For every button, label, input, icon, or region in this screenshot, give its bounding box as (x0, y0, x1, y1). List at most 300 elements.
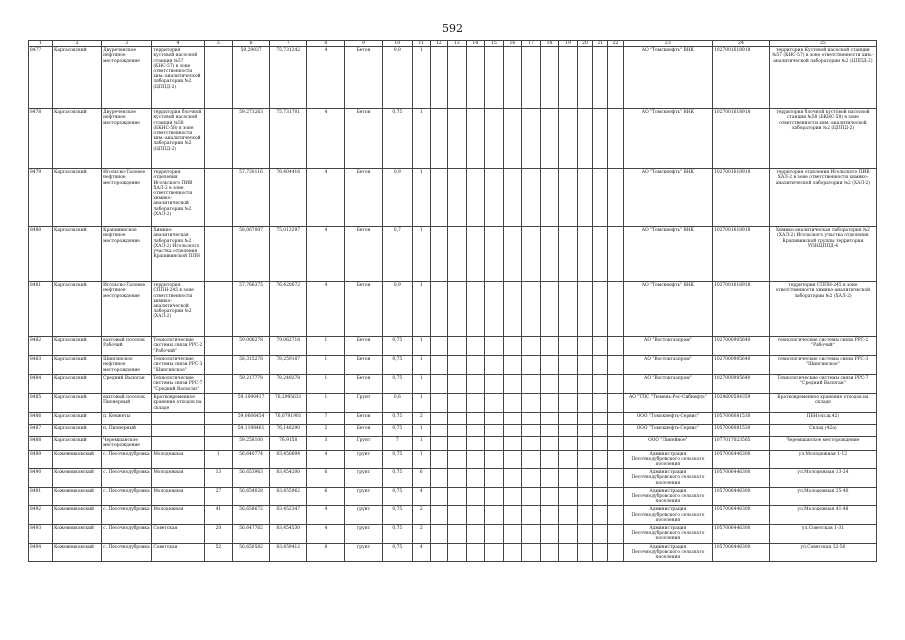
table-cell-col-10: 0,9 (382, 169, 413, 227)
table-cell-col-23: ООО "Линейное" (623, 437, 712, 450)
table-cell-col-20 (577, 109, 592, 169)
table-cell-col-5 (204, 282, 232, 337)
table-cell-col-25: ул.Молодежная 25-40 (769, 487, 876, 506)
table-cell-col-24: 1057006446300 (713, 487, 770, 506)
table-cell-col-23: АО "Томскнефть" ВНК (623, 282, 712, 337)
table-cell-col-1: 8481 (29, 282, 53, 337)
table-cell-col-10: 0,75 (382, 525, 413, 544)
table-cell-col-16 (503, 525, 522, 544)
table-cell-col-16 (503, 109, 522, 169)
page-number: 592 (442, 22, 463, 35)
table-cell-col-18 (540, 469, 559, 488)
table-cell-col-5: 27 (204, 487, 232, 506)
table-cell-col-4: Молодежная (152, 469, 204, 488)
table-cell-col-3: Двуреченское нефтяное месторождение (102, 109, 152, 169)
table-cell-col-8: 4 (307, 282, 345, 337)
table-cell-col-24: 1027000905640 (713, 337, 770, 356)
table-cell-col-10: 0,75 (382, 375, 413, 394)
table-cell-col-9: Бетон (345, 356, 382, 375)
table-cell-col-25: Черемшанское месторождение (769, 437, 876, 450)
table-cell-col-25: ул.Молодежная 13-24 (769, 469, 876, 488)
table-cell-col-17 (522, 425, 541, 437)
table-cell-col-15 (485, 47, 504, 109)
table-cell-col-3: с. Песочнодубровка (102, 525, 152, 544)
table-cell-col-4: Молодежная (152, 487, 204, 506)
table-cell-col-10: 0,6 (382, 394, 413, 413)
table-cell-col-3: с. Песочнодубровка (102, 506, 152, 525)
table-cell-col-13 (447, 469, 466, 488)
table-cell-col-22 (608, 169, 623, 227)
table-cell-col-5 (204, 413, 232, 425)
table-cell-col-20 (577, 525, 592, 544)
table-row (29, 450, 877, 469)
table-cell-col-5: 41 (204, 506, 232, 525)
table-cell-col-17 (522, 413, 541, 425)
column-number-21: 21 (593, 41, 608, 47)
table-cell-col-21 (593, 469, 608, 488)
table-cell-col-14 (466, 450, 485, 469)
table-cell-col-11: 1 (413, 356, 430, 375)
table-cell-col-15 (485, 543, 504, 562)
table-cell-col-22 (608, 506, 623, 525)
table-cell-col-2: Кожевниковский (53, 506, 102, 525)
table-cell-col-20 (577, 506, 592, 525)
table-row (29, 47, 877, 109)
table-cell-col-1: 8477 (29, 47, 53, 109)
table-cell-col-6: 59,006278 (233, 337, 270, 356)
table-cell-col-23: АО "Томскнефть" ВНК (623, 109, 712, 169)
table-cell-col-2: Каргасокский (53, 425, 102, 437)
table-cell-col-19 (559, 169, 578, 227)
table-cell-col-8: 2 (307, 425, 345, 437)
table-cell-col-1: 8478 (29, 109, 53, 169)
table-cell-col-19 (559, 282, 578, 337)
table-cell-col-7: 78,249278 (270, 375, 307, 394)
table-cell-col-22 (608, 437, 623, 450)
table-cell-col-5 (204, 394, 232, 413)
table-cell-col-23: АО "Востокгазпром" (623, 375, 712, 394)
table-cell-col-22 (608, 543, 623, 562)
table-cell-col-3: Игольско-Таловое нефтяное месторождение (102, 169, 152, 227)
table-cell-col-2: Каргасокский (53, 413, 102, 425)
table-cell-col-2: Кожевниковский (53, 525, 102, 544)
table-cell-col-1: 8482 (29, 337, 53, 356)
table-cell-col-19 (559, 356, 578, 375)
table-cell-col-23: Администрация Песочнодубровского сельского поселения (623, 525, 712, 544)
table-cell-col-21 (593, 282, 608, 337)
column-number-20: 20 (577, 41, 592, 47)
table-cell-col-2: Каргасокский (53, 394, 102, 413)
table-cell-col-1: 8491 (29, 487, 53, 506)
table-cell-col-6: 57,766375 (233, 282, 270, 337)
table-cell-col-13 (447, 525, 466, 544)
table-cell-col-13 (447, 437, 466, 450)
table-cell-col-22 (608, 469, 623, 488)
table-cell-col-7: 76,404416 (270, 169, 307, 227)
table-cell-col-23: АО "Томскнефть" ВНК (623, 169, 712, 227)
table-cell-col-2: Кожевниковский (53, 450, 102, 469)
table-cell-col-2: Каргасокский (53, 282, 102, 337)
table-row (29, 525, 877, 544)
table-cell-col-25: территория СППН-245 в зоне ответственности химико-аналитической лаборатории №2 (ХАЛ-2) (769, 282, 876, 337)
table-cell-col-13 (447, 109, 466, 169)
table-cell-col-8: 3 (307, 437, 345, 450)
table-cell-col-25: Химико-аналитическая лаборатория №2 (ХАЛ-2) Игольского участка отделения Крапивинской группы территории УПНЦППД-4 (769, 227, 876, 282)
table-cell-col-6: 57,730116 (233, 169, 270, 227)
table-cell-col-2: Каргасокский (53, 47, 102, 109)
table-cell-col-9: Бетон (345, 227, 382, 282)
table-cell-col-17 (522, 437, 541, 450)
table-cell-col-10: 0,75 (382, 337, 413, 356)
table-cell-col-25: Технологические системы связи РРС-7 "Средний Васюган" (769, 375, 876, 394)
table-cell-col-22 (608, 337, 623, 356)
table-cell-col-1: 8483 (29, 356, 53, 375)
table-cell-col-4 (152, 437, 204, 450)
table-cell-col-6: 59,217778 (233, 375, 270, 394)
table-cell-col-8: 7 (307, 413, 345, 425)
table-cell-col-15 (485, 337, 504, 356)
table-cell-col-20 (577, 425, 592, 437)
table-cell-col-23: АО "ТПС "Тюмень-Рос-Сибнефть" (623, 394, 712, 413)
table-cell-col-12 (430, 169, 447, 227)
table-cell-col-7: 83,450694 (270, 450, 307, 469)
table-cell-col-8: 4 (307, 227, 345, 282)
table-cell-col-19 (559, 543, 578, 562)
column-number-13: 13 (447, 41, 466, 47)
table-cell-col-5 (204, 437, 232, 450)
table-cell-col-3: Крапивинское нефтяное месторождение (102, 227, 152, 282)
table-cell-col-4 (152, 413, 204, 425)
table-cell-col-22 (608, 47, 623, 109)
table-cell-col-3: с. Песочнодубровка (102, 543, 152, 562)
table-cell-col-13 (447, 450, 466, 469)
table-cell-col-11: 1 (413, 437, 430, 450)
table-cell-col-9: Бетон (345, 109, 382, 169)
table-cell-col-8: 4 (307, 169, 345, 227)
table-cell-col-19 (559, 425, 578, 437)
table-cell-col-16 (503, 413, 522, 425)
table-cell-col-11: 1 (413, 227, 430, 282)
table-cell-col-3: вахтовый поселок Рабочий (102, 337, 152, 356)
table-cell-col-6: 59,273263 (233, 109, 270, 169)
table-cell-col-11: 1 (413, 375, 430, 394)
table-cell-col-20 (577, 356, 592, 375)
table-cell-col-19 (559, 47, 578, 109)
table-cell-col-12 (430, 413, 447, 425)
column-number-6: 6 (233, 41, 270, 47)
table-cell-col-14 (466, 425, 485, 437)
table-cell-col-18 (540, 337, 559, 356)
column-number-11: 11 (413, 41, 430, 47)
table-cell-col-7: 76,0791901 (270, 413, 307, 425)
table-cell-col-12 (430, 356, 447, 375)
column-number-9: 9 (345, 41, 382, 47)
table-cell-col-11: 1 (413, 282, 430, 337)
table-cell-col-11: 4 (413, 487, 430, 506)
table-cell-col-12 (430, 506, 447, 525)
table-cell-col-21 (593, 375, 608, 394)
table-cell-col-15 (485, 425, 504, 437)
table-cell-col-10: 0,9 (382, 47, 413, 109)
table-cell-col-24: 1028600584359 (713, 394, 770, 413)
table-cell-col-15 (485, 169, 504, 227)
table-cell-col-25: ул.Советская 32-56 (769, 543, 876, 562)
registry-table (28, 40, 877, 562)
table-cell-col-18 (540, 543, 559, 562)
column-number-22: 22 (608, 41, 623, 47)
table-cell-col-11: 1 (413, 394, 430, 413)
table-cell-col-17 (522, 469, 541, 488)
column-number-15: 15 (485, 41, 504, 47)
table-cell-col-12 (430, 227, 447, 282)
table-cell-col-18 (540, 109, 559, 169)
table-cell-col-23: АО "Востокгазпром" (623, 356, 712, 375)
column-number-1: 1 (29, 41, 53, 47)
table-cell-col-23: АО "Томскнефть" ВНК (623, 47, 712, 109)
table-cell-col-23: ООО "Томскнефть-Сервис" (623, 425, 712, 437)
table-cell-col-18 (540, 437, 559, 450)
table-cell-col-13 (447, 282, 466, 337)
table-cell-col-7: 75,731242 (270, 47, 307, 109)
table-row (29, 506, 877, 525)
table-row (29, 437, 877, 450)
table-cell-col-24: 1057006446300 (713, 543, 770, 562)
table-cell-col-5: 20 (204, 525, 232, 544)
table-cell-col-5 (204, 227, 232, 282)
table-cell-col-14 (466, 47, 485, 109)
table-cell-col-6: 56,658672 (233, 506, 270, 525)
table-cell-col-24: 1057006081530 (713, 425, 770, 437)
table-cell-col-21 (593, 337, 608, 356)
table-cell-col-6: 56,654028 (233, 487, 270, 506)
table-cell-col-22 (608, 356, 623, 375)
table-body (29, 47, 877, 562)
table-cell-col-11: 1 (413, 109, 430, 169)
table-cell-col-2: Каргасокский (53, 227, 102, 282)
table-cell-col-8: 1 (307, 356, 345, 375)
table-cell-col-14 (466, 437, 485, 450)
table-cell-col-3: с. Песочнодубровка (102, 450, 152, 469)
table-cell-col-21 (593, 506, 608, 525)
table-cell-col-13 (447, 543, 466, 562)
table-cell-col-20 (577, 375, 592, 394)
table-cell-col-15 (485, 450, 504, 469)
column-number-5: 5 (204, 41, 232, 47)
table-row (29, 227, 877, 282)
table-cell-col-8: 1 (307, 394, 345, 413)
table-cell-col-6: 59,258100 (233, 437, 270, 450)
table-row (29, 413, 877, 425)
table-cell-col-7: 79,062718 (270, 337, 307, 356)
table-cell-col-9: грунт (345, 450, 382, 469)
table-cell-col-17 (522, 375, 541, 394)
table-cell-col-2: Каргасокский (53, 169, 102, 227)
table-cell-col-5 (204, 356, 232, 375)
table-cell-col-8: 6 (307, 469, 345, 488)
table-cell-col-21 (593, 394, 608, 413)
table-cell-col-23: Администрация Песочнодубровского сельского поселения (623, 487, 712, 506)
table-cell-col-14 (466, 227, 485, 282)
table-cell-col-7: 83,454530 (270, 525, 307, 544)
table-cell-col-13 (447, 375, 466, 394)
table-cell-col-10: 7 (382, 437, 413, 450)
table-cell-col-4: Молодежная (152, 506, 204, 525)
table-cell-col-17 (522, 450, 541, 469)
table-cell-col-20 (577, 413, 592, 425)
table-cell-col-21 (593, 525, 608, 544)
table-row (29, 469, 877, 488)
table-cell-col-10: 0,75 (382, 109, 413, 169)
table-cell-col-16 (503, 356, 522, 375)
table-cell-col-4: территория кустовой насосной станции №57 (КНС-57) в зоне ответственности хим.-аналитической лаборатории №2 (ЦППД-2) (152, 47, 204, 109)
table-row (29, 169, 877, 227)
table-cell-col-20 (577, 543, 592, 562)
table-cell-col-24: 1027000905640 (713, 356, 770, 375)
table-cell-col-13 (447, 413, 466, 425)
table-cell-col-11: 1 (413, 47, 430, 109)
table-cell-col-11: 2 (413, 525, 430, 544)
table-cell-col-9: Бетон (345, 47, 382, 109)
table-cell-col-7: 83,454200 (270, 469, 307, 488)
table-cell-col-20 (577, 337, 592, 356)
table-cell-col-19 (559, 394, 578, 413)
table-cell-col-9: грунт (345, 525, 382, 544)
table-cell-col-3: Черемшанское месторождение (102, 437, 152, 450)
table-cell-col-7: 76,420672 (270, 282, 307, 337)
table-cell-col-8: 1 (307, 337, 345, 356)
column-number-19: 19 (559, 41, 578, 47)
table-cell-col-19 (559, 506, 578, 525)
table-cell-col-3: п. Кенжеты (102, 413, 152, 425)
table-row (29, 109, 877, 169)
table-cell-col-11: 2 (413, 413, 430, 425)
table-cell-col-22 (608, 487, 623, 506)
table-cell-col-19 (559, 375, 578, 394)
table-cell-col-24: 1057006446300 (713, 506, 770, 525)
table-cell-col-16 (503, 543, 522, 562)
table-cell-col-8: 4 (307, 450, 345, 469)
table-row (29, 487, 877, 506)
table-cell-col-6: 56,647762 (233, 525, 270, 544)
column-number-16: 16 (503, 41, 522, 47)
table-cell-col-4: Технологические системы связи РРС-2 "Рабочий" (152, 337, 204, 356)
table-cell-col-25: территория отделения Игольского ПИВ ХАЛ-2 в зоне ответственности химико-аналитической лаборатории №2 (ХАЛ-2) (769, 169, 876, 227)
table-cell-col-8: 8 (307, 543, 345, 562)
table-cell-col-4 (152, 425, 204, 437)
table-cell-col-15 (485, 109, 504, 169)
table-cell-col-25: технологические системы связи РРС-2 "Рабочий" (769, 337, 876, 356)
table-cell-col-14 (466, 413, 485, 425)
table-cell-col-7: 75,013297 (270, 227, 307, 282)
table-cell-col-17 (522, 394, 541, 413)
table-cell-col-2: Каргасокский (53, 437, 102, 450)
table-cell-col-24: 1027001618918 (713, 47, 770, 109)
table-cell-col-17 (522, 109, 541, 169)
table-cell-col-24: 1027001618918 (713, 282, 770, 337)
table-cell-col-12 (430, 525, 447, 544)
table-cell-col-16 (503, 469, 522, 488)
table-cell-col-20 (577, 282, 592, 337)
table-cell-col-25: Кратковременное хранение отходов на складе (769, 394, 876, 413)
table-cell-col-3: с. Песочнодубровка (102, 469, 152, 488)
table-cell-col-17 (522, 543, 541, 562)
table-cell-col-24: 1077017023565 (713, 437, 770, 450)
table-cell-col-4: территория блочной кустовой насосной станции №58 (БКНС-58) в зоне ответственности хим.-аналитической лаборатории №2 (ЦППД-2) (152, 109, 204, 169)
table-cell-col-9: Бетон (345, 282, 382, 337)
table-cell-col-4: Молодежная (152, 450, 204, 469)
table-cell-col-14 (466, 487, 485, 506)
table-cell-col-23: АО "Востокгазпром" (623, 337, 712, 356)
table-cell-col-1: 8489 (29, 450, 53, 469)
column-number-12: 12 (430, 41, 447, 47)
table-cell-col-15 (485, 356, 504, 375)
table-cell-col-23: Администрация Песочнодубровского сельского поселения (623, 506, 712, 525)
table-cell-col-2: Каргасокский (53, 109, 102, 169)
table-cell-col-17 (522, 487, 541, 506)
table-cell-col-22 (608, 413, 623, 425)
column-number-17: 17 (522, 41, 541, 47)
table-cell-col-25: ул.Молодежная 41-48 (769, 506, 876, 525)
table-cell-col-10: 0,75 (382, 469, 413, 488)
table-cell-col-11: 1 (413, 450, 430, 469)
column-number-25: 25 (769, 41, 876, 47)
table-cell-col-6: 58,315278 (233, 356, 270, 375)
table-cell-col-14 (466, 469, 485, 488)
table-cell-col-20 (577, 469, 592, 488)
table-cell-col-10: 0,75 (382, 487, 413, 506)
table-cell-col-17 (522, 337, 541, 356)
table-cell-col-22 (608, 525, 623, 544)
table-cell-col-8: 4 (307, 525, 345, 544)
column-number-18: 18 (540, 41, 559, 47)
table-cell-col-24: 1057006081530 (713, 413, 770, 425)
table-cell-col-17 (522, 169, 541, 227)
table-cell-col-16 (503, 425, 522, 437)
table-cell-col-20 (577, 394, 592, 413)
table-cell-col-20 (577, 227, 592, 282)
table-cell-col-3: п. Пионерный (102, 425, 152, 437)
table-cell-col-8: 4 (307, 47, 345, 109)
table-cell-col-6: 59,0606454 (233, 413, 270, 425)
column-number-24: 24 (713, 41, 770, 47)
table-cell-col-10: 0,75 (382, 425, 413, 437)
table-cell-col-18 (540, 425, 559, 437)
table-cell-col-14 (466, 375, 485, 394)
table-cell-col-10: 0,7 (382, 227, 413, 282)
table-cell-col-14 (466, 169, 485, 227)
table-cell-col-1: 8485 (29, 394, 53, 413)
table-cell-col-17 (522, 47, 541, 109)
table-cell-col-19 (559, 487, 578, 506)
table-cell-col-5: 13 (204, 469, 232, 488)
table-cell-col-20 (577, 47, 592, 109)
table-cell-col-9: Грунт (345, 394, 382, 413)
table-cell-col-15 (485, 375, 504, 394)
table-cell-col-18 (540, 282, 559, 337)
table-cell-col-18 (540, 487, 559, 506)
table-cell-col-22 (608, 394, 623, 413)
table-cell-col-9: грунт (345, 487, 382, 506)
table-cell-col-11: 1 (413, 169, 430, 227)
table-cell-col-21 (593, 356, 608, 375)
table-cell-col-20 (577, 437, 592, 450)
table-cell-col-5: 1 (204, 450, 232, 469)
table-cell-col-22 (608, 425, 623, 437)
table-cell-col-18 (540, 227, 559, 282)
table-row (29, 282, 877, 337)
table-cell-col-4: Технологические системы связи РРС-3 "Шингинское" (152, 356, 204, 375)
table-cell-col-13 (447, 487, 466, 506)
